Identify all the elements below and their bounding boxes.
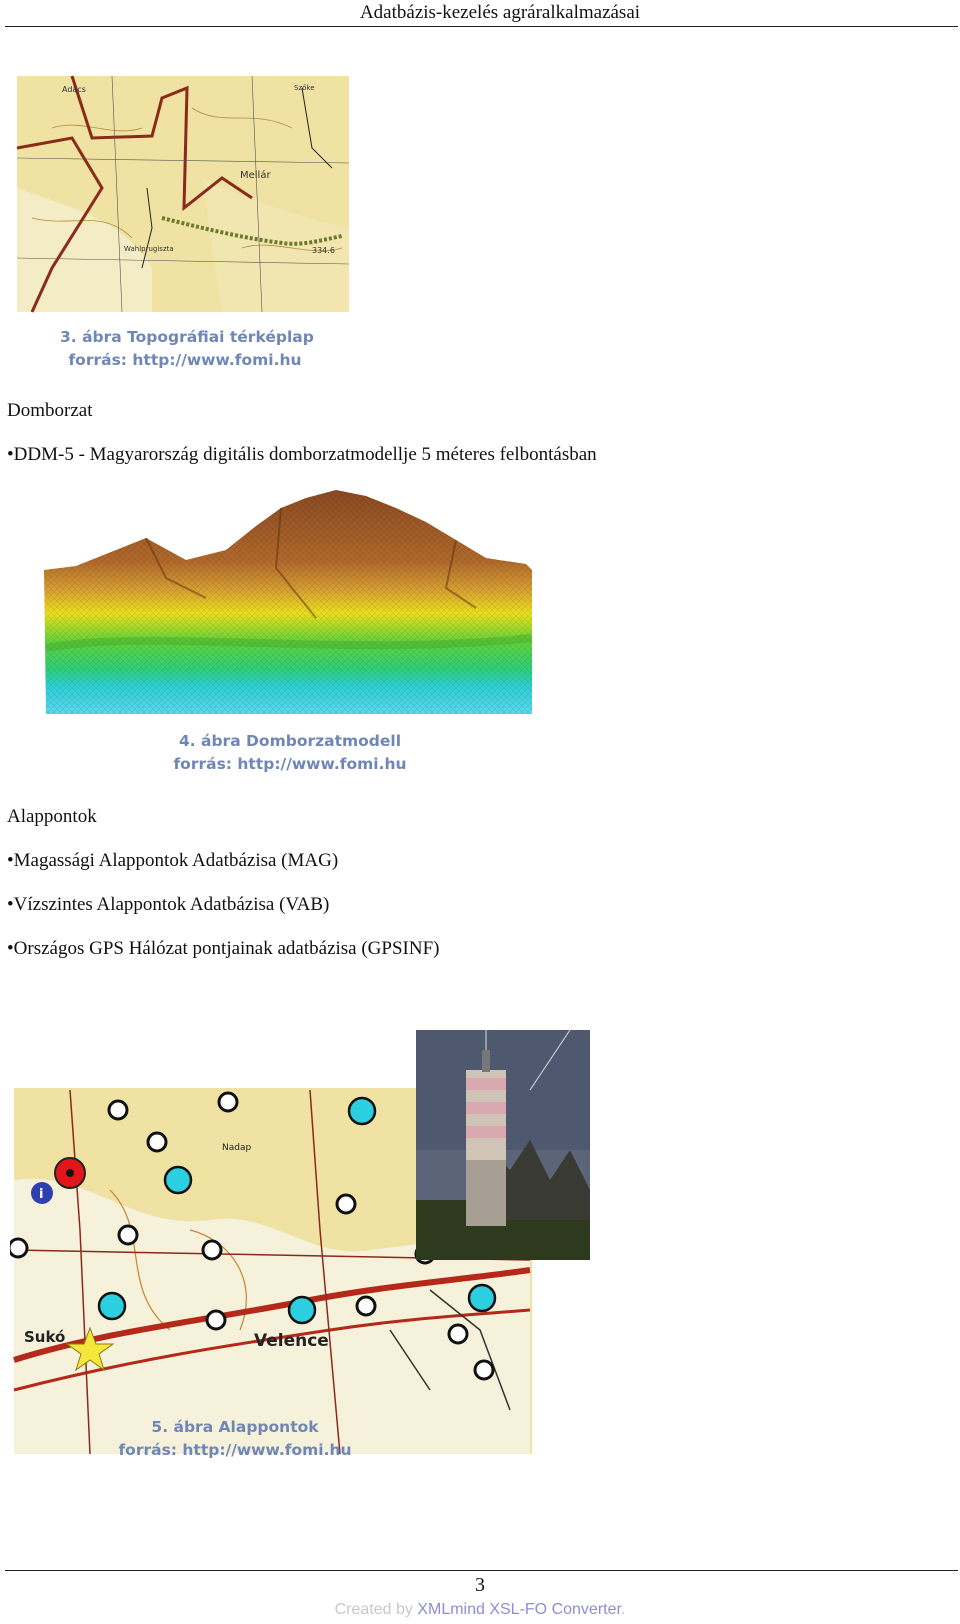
- topographic-map-image: [12, 68, 360, 320]
- generator-prefix: Created by: [334, 1601, 418, 1618]
- figure4-caption: [160, 730, 420, 776]
- base-points-map-image: [10, 1030, 610, 1456]
- page-number: 3: [475, 1574, 485, 1596]
- header-rule: [5, 26, 958, 27]
- bullet-vab: •Vízszintes Alappontok Adatbázisa (VAB): [7, 894, 330, 915]
- bullet-gpsinf: •Országos GPS Hálózat pontjainak adatbázisa (GPSINF): [7, 938, 440, 959]
- figure3-caption-source: forrás: http://www.fomi.hu: [68, 351, 302, 369]
- figure4-caption-title: 4. ábra Domborzatmodell: [178, 732, 402, 750]
- map-label-adacs: Adács: [62, 85, 86, 94]
- section-heading-base-points: Alappontok: [7, 806, 97, 827]
- section-heading-relief: Domborzat: [7, 400, 93, 421]
- map-label-szoke: Szőke: [294, 84, 315, 92]
- figure3-caption-title: 3. ábra Topográfiai térképlap: [60, 328, 314, 346]
- bullet-ddm5: •DDM-5 - Magyarország digitális domborzatmodellje 5 méteres felbontásban: [7, 444, 597, 465]
- elevation-model-image: [36, 478, 548, 728]
- svg-text:i: i: [39, 1187, 44, 1202]
- map-label-wahlprugiszta: Wahlprugiszta: [124, 245, 174, 253]
- generator-brand-link[interactable]: XMLmind XSL-FO Converter: [417, 1601, 621, 1618]
- header-title: Adatbázis-kezelés agráralkalmazásai: [359, 2, 641, 23]
- figure5-caption-source: forrás: http://www.fomi.hu: [118, 1441, 352, 1459]
- figure5-caption-title: 5. ábra Alappontok: [151, 1418, 319, 1436]
- generator-note: [0, 1601, 960, 1619]
- map-label-elevation: 334.6: [312, 246, 335, 255]
- figure5-caption: [105, 1416, 365, 1462]
- map-label-velence: Velence: [254, 1331, 329, 1351]
- figure4-caption-source: forrás: http://www.fomi.hu: [173, 755, 407, 773]
- bullet-mag: •Magassági Alappontok Adatbázisa (MAG): [7, 850, 339, 871]
- map-label-mellar: Mellár: [240, 170, 271, 181]
- generator-suffix: .: [620, 1601, 626, 1618]
- map-label-suko: Sukó: [24, 1328, 66, 1346]
- footer-rule: [5, 1570, 958, 1571]
- map-label-nadap: Nadap: [222, 1143, 252, 1153]
- figure3-caption: [60, 326, 314, 372]
